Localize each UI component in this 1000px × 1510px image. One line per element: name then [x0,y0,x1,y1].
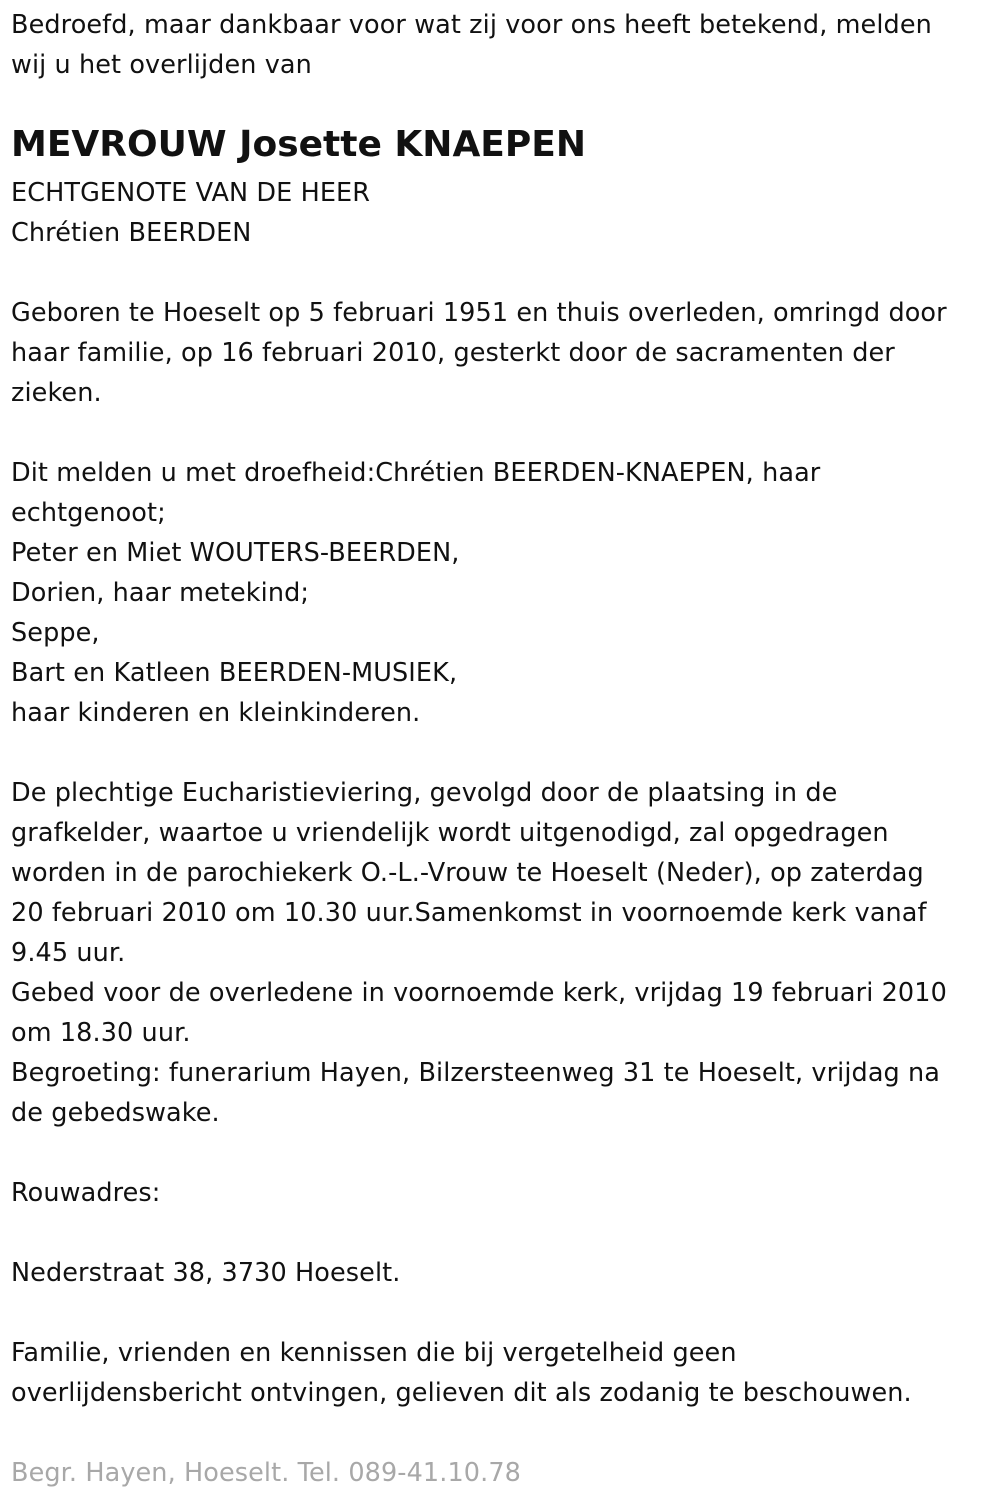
family-line: Peter en Miet WOUTERS-BEERDEN, [11,538,460,568]
ceremony-line: De plechtige Eucharistieviering, gevolgd door de plaatsing in de [11,778,838,808]
mourning-address: Nederstraat 38, 3730 Hoeselt. [11,1258,401,1288]
spouse-line: Chrétien BEERDEN [11,218,252,248]
family-line: Dorien, haar metekind; [11,578,310,608]
ceremony-line: de gebedswake. [11,1098,220,1128]
funeral-home-footer: Begr. Hayen, Hoeselt. Tel. 089-41.10.78 [11,1458,521,1488]
closing-line: overlijdensbericht ontvingen, gelieven dit als zodanig te beschouwen. [11,1378,912,1408]
ceremony-line: grafkelder, waartoe u vriendelijk wordt uitgenodigd, zal opgedragen [11,818,889,848]
intro-line: wij u het overlijden van [11,50,312,80]
address-label: Rouwadres: [11,1178,161,1208]
intro-line: Bedroefd, maar dankbaar voor wat zij voor ons heeft betekend, melden [11,10,932,40]
ceremony-line: 9.45 uur. [11,938,126,968]
ceremony-line: worden in de parochiekerk O.-L.-Vrouw te Hoeselt (Neder), op zaterdag [11,858,924,888]
family-line: echtgenoot; [11,498,166,528]
birth-line: Geboren te Hoeselt op 5 februari 1951 en thuis overleden, omringd door [11,298,947,328]
birth-line: haar familie, op 16 februari 2010, gesterkt door de sacramenten der [11,338,895,368]
family-line: haar kinderen en kleinkinderen. [11,698,421,728]
closing-line: Familie, vrienden en kennissen die bij vergetelheid geen [11,1338,737,1368]
ceremony-line: om 18.30 uur. [11,1018,191,1048]
family-line: Bart en Katleen BEERDEN-MUSIEK, [11,658,458,688]
ceremony-line: 20 februari 2010 om 10.30 uur.Samenkomst in voornoemde kerk vanaf [11,898,927,928]
ceremony-line: Gebed voor de overledene in voornoemde kerk, vrijdag 19 februari 2010 [11,978,947,1008]
birth-line: zieken. [11,378,102,408]
spouse-line: ECHTGENOTE VAN DE HEER [11,178,371,208]
ceremony-line: Begroeting: funerarium Hayen, Bilzersteenweg 31 te Hoeselt, vrijdag na [11,1058,941,1088]
deceased-name: MEVROUW Josette KNAEPEN [11,124,586,165]
family-line: Seppe, [11,618,100,648]
family-line: Dit melden u met droefheid:Chrétien BEERDEN-KNAEPEN, haar [11,458,821,488]
